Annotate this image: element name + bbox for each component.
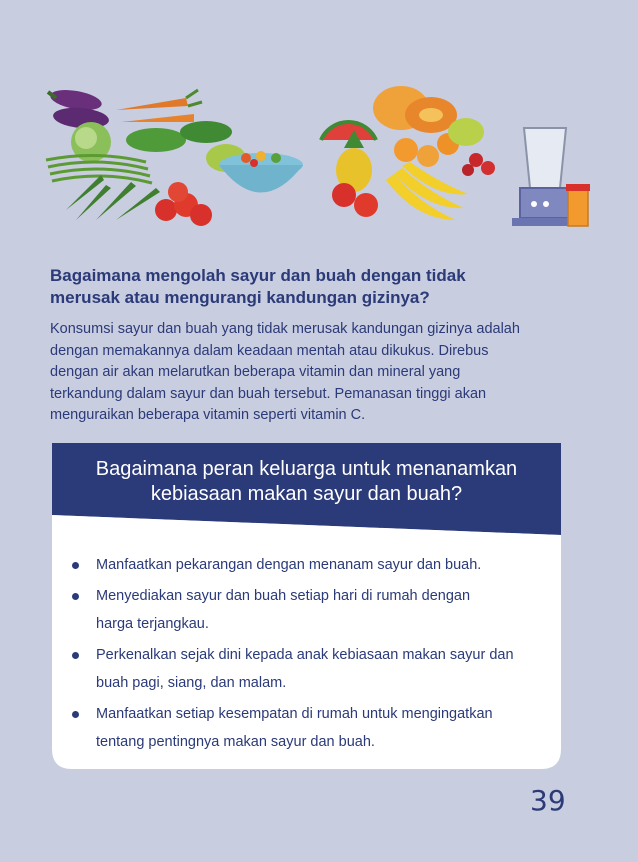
list-item-text: Manfaatkan pekarangan dengan menanam sayur dan buah. <box>96 557 482 573</box>
list-item <box>70 700 550 756</box>
vegetables-fruits-illustration <box>36 70 606 260</box>
bullet-icon <box>72 711 79 718</box>
eggplant-icon <box>48 87 110 131</box>
watermelon-icon <box>321 122 376 140</box>
orange-icon <box>394 133 459 167</box>
tomato-icon <box>155 182 212 226</box>
list-item <box>70 582 550 638</box>
body-line: terkandung dalam sayur dan buah tersebut. Pemanasan tinggi akan <box>50 385 487 402</box>
section-answer-paragraph <box>50 319 590 427</box>
list-item-text: Manfaatkan setiap kesempatan di rumah untuk mengingatkan <box>96 706 493 722</box>
list-item-text: harga terjangkau. <box>96 616 209 632</box>
banana-icon <box>386 162 468 220</box>
juice-glass-icon <box>566 184 590 226</box>
list-item-text: Perkenalkan sejak dini kepada anak kebiasaan makan sayur dan <box>96 647 514 663</box>
body-line: menguraikan beberapa vitamin seperti vitamin C. <box>50 407 366 423</box>
salad-bowl-icon <box>219 151 303 193</box>
body-line: dengan memakannya dalam keadaan mentah atau dikukus. Direbus <box>50 342 489 359</box>
list-item <box>70 641 550 697</box>
list-item <box>70 551 550 579</box>
rambutan-icon <box>462 153 495 176</box>
card-title <box>52 457 561 507</box>
body-line: Konsumsi sayur dan buah yang tidak merusak kandungan gizinya adalah <box>50 321 520 337</box>
list-item-text: buah pagi, siang, dan malam. <box>96 675 287 691</box>
tips-list <box>70 551 550 759</box>
family-role-card <box>52 443 561 769</box>
title-line: Bagaimana mengolah sayur dan buah dengan tidak <box>50 266 466 285</box>
bullet-icon <box>72 652 79 659</box>
carrot-icon <box>116 90 202 122</box>
card-title-line: kebiasaan makan sayur dan buah? <box>150 483 463 505</box>
bullet-icon <box>72 593 79 600</box>
papaya-icon <box>373 86 457 133</box>
body-line: dengan air akan melarutkan beberapa vitamin dan mineral yang <box>50 364 461 380</box>
card-title-line: Bagaimana peran keluarga untuk menanamkan <box>95 458 518 480</box>
list-item-text: Menyediakan sayur dan buah setiap hari di rumah dengan <box>96 588 471 604</box>
bullet-icon <box>72 562 79 569</box>
title-line: merusak atau mengurangi kandungan gizinya? <box>50 288 430 307</box>
guava-icon <box>448 118 484 146</box>
section-question-title <box>50 265 590 309</box>
list-item-text: tentang pentingnya makan sayur dan buah. <box>96 734 375 750</box>
page-number: 39 <box>530 784 566 817</box>
